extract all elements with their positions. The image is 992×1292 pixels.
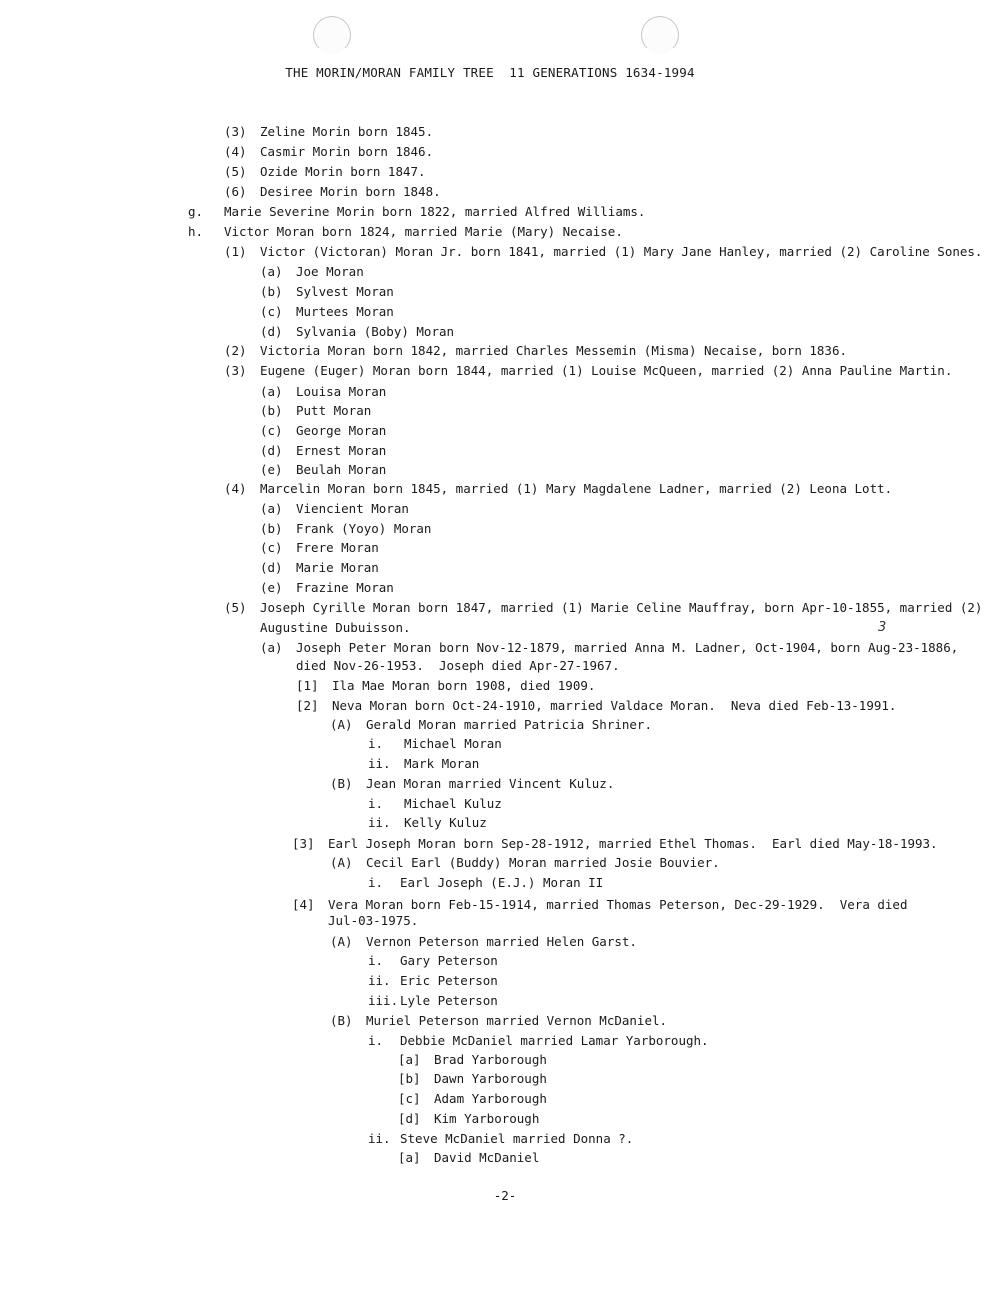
punch-hole-right — [641, 16, 679, 54]
entry-text: Lyle Peterson — [400, 993, 498, 1008]
entry-line — [260, 462, 386, 478]
entry-line — [330, 717, 652, 733]
entry-line — [368, 756, 479, 772]
entry-line — [260, 501, 409, 517]
entry-text: Augustine Dubuisson. — [260, 620, 411, 635]
entry-line — [296, 698, 896, 714]
entry-line — [224, 144, 433, 160]
entry-text: Marcelin Moran born 1845, married (1) Mary Magdalene Ladner, married (2) Leona Lott. — [260, 481, 893, 496]
entry-line — [260, 284, 394, 300]
entry-text: Ila Mae Moran born 1908, died 1909. — [332, 678, 596, 693]
entry-text: Michael Moran — [404, 736, 502, 751]
entry-text: Gary Peterson — [400, 953, 498, 968]
entry-label: i. — [368, 953, 384, 968]
entry-line — [260, 540, 379, 556]
entry-label: [c] — [398, 1091, 421, 1106]
entry-line — [330, 1013, 667, 1029]
entry-line — [224, 363, 952, 379]
entry-label: (4) — [224, 481, 247, 496]
entry-label: ii. — [368, 973, 391, 988]
entry-text: died Nov-26-1953. Joseph died Apr-27-1967. — [296, 658, 620, 673]
entry-text: Victor (Victoran) Moran Jr. born 1841, married (1) Mary Jane Hanley, married (2) Caroline Sones. — [260, 244, 983, 259]
entry-text: Kelly Kuluz — [404, 815, 487, 830]
entry-line — [368, 1131, 633, 1147]
entry-label: (b) — [260, 403, 283, 418]
entry-line — [224, 124, 433, 140]
entry-line — [224, 600, 982, 616]
entry-label: (6) — [224, 184, 247, 199]
entry-text: George Moran — [296, 423, 387, 438]
entry-label: (3) — [224, 363, 247, 378]
entry-label: (5) — [224, 600, 247, 615]
entry-label: [b] — [398, 1071, 421, 1086]
entry-text: Vernon Peterson married Helen Garst. — [366, 934, 637, 949]
entry-text: Frere Moran — [296, 540, 379, 555]
entry-line — [330, 776, 614, 792]
entry-text: Casmir Morin born 1846. — [260, 144, 434, 159]
entry-label: (c) — [260, 540, 283, 555]
entry-line — [368, 1033, 709, 1049]
entry-text: Dawn Yarborough — [434, 1071, 547, 1086]
entry-text: Frank (Yoyo) Moran — [296, 521, 432, 536]
entry-text: Viencient Moran — [296, 501, 409, 516]
entry-label: (e) — [260, 580, 283, 595]
entry-label: (d) — [260, 443, 283, 458]
page-title: THE MORIN/MORAN FAMILY TREE 11 GENERATIONS 1634-1994 — [285, 65, 695, 80]
entry-text: Louisa Moran — [296, 384, 387, 399]
entry-line — [260, 423, 386, 439]
entry-text: Vera Moran born Feb-15-1914, married Thomas Peterson, Dec-29-1929. Vera died — [328, 897, 908, 912]
entry-text: Steve McDaniel married Donna ?. — [400, 1131, 634, 1146]
entry-text: Marie Moran — [296, 560, 379, 575]
entry-label: [2] — [296, 698, 319, 713]
entry-text: Cecil Earl (Buddy) Moran married Josie Bouvier. — [366, 855, 720, 870]
entry-label: ii. — [368, 815, 391, 830]
entry-line — [368, 796, 502, 812]
entry-label: (3) — [224, 124, 247, 139]
entry-label: (b) — [260, 284, 283, 299]
entry-line — [368, 953, 498, 969]
entry-line — [188, 204, 645, 220]
entry-text: Victor Moran born 1824, married Marie (Mary) Necaise. — [224, 224, 623, 239]
entry-text: Jean Moran married Vincent Kuluz. — [366, 776, 615, 791]
entry-label: iii. — [368, 993, 399, 1008]
entry-text: Ernest Moran — [296, 443, 387, 458]
entry-line — [292, 897, 907, 913]
entry-line — [368, 973, 498, 989]
entry-label: [3] — [292, 836, 315, 851]
entry-label: (b) — [260, 521, 283, 536]
entry-line — [260, 384, 386, 400]
entry-text: Joseph Peter Moran born Nov-12-1879, married Anna M. Ladner, Oct-1904, born Aug-23-1886, — [296, 640, 959, 655]
entry-line — [292, 836, 938, 852]
entry-line — [368, 736, 502, 752]
entry-label: (c) — [260, 304, 283, 319]
entry-line — [260, 304, 394, 320]
entry-label: (4) — [224, 144, 247, 159]
entry-text: Sylvania (Boby) Moran — [296, 324, 455, 339]
entry-line — [296, 658, 620, 674]
entry-label: (c) — [260, 423, 283, 438]
entry-line — [398, 1052, 547, 1068]
entry-text: Brad Yarborough — [434, 1052, 547, 1067]
entry-label: (a) — [260, 384, 283, 399]
entry-text: Murtees Moran — [296, 304, 394, 319]
entry-line — [260, 620, 411, 636]
entry-label: (d) — [260, 324, 283, 339]
entry-label: h. — [188, 224, 204, 239]
entry-line — [296, 678, 595, 694]
entry-text: Kim Yarborough — [434, 1111, 540, 1126]
entry-line — [224, 184, 441, 200]
entry-line — [398, 1111, 539, 1127]
page-number: -2- — [493, 1188, 517, 1203]
entry-label: (A) — [330, 855, 353, 870]
entry-label: i. — [368, 875, 384, 890]
entry-line — [224, 481, 892, 497]
punch-hole-left — [313, 16, 351, 54]
entry-line — [260, 264, 364, 280]
entry-label: g. — [188, 204, 204, 219]
entry-text: Beulah Moran — [296, 462, 387, 477]
entry-label: [d] — [398, 1111, 421, 1126]
entry-label: ii. — [368, 1131, 391, 1146]
handwritten-correction: 3 — [878, 620, 887, 635]
entry-label: (B) — [330, 776, 353, 791]
entry-text: Frazine Moran — [296, 580, 394, 595]
entry-line — [368, 815, 487, 831]
entry-label: (1) — [224, 244, 247, 259]
entry-text: Gerald Moran married Patricia Shriner. — [366, 717, 652, 732]
entry-text: Ozide Morin born 1847. — [260, 164, 426, 179]
entry-label: (5) — [224, 164, 247, 179]
entry-line — [224, 244, 982, 260]
entry-text: Neva Moran born Oct-24-1910, married Valdace Moran. Neva died Feb-13-1991. — [332, 698, 897, 713]
entry-text: Putt Moran — [296, 403, 372, 418]
entry-label: ii. — [368, 756, 391, 771]
entry-label: [4] — [292, 897, 315, 912]
entry-line — [260, 560, 379, 576]
entry-text: Zeline Morin born 1845. — [260, 124, 434, 139]
entry-label: (A) — [330, 717, 353, 732]
entry-line — [330, 855, 720, 871]
entry-line — [260, 640, 958, 656]
entry-text: Eric Peterson — [400, 973, 498, 988]
entry-line — [260, 403, 371, 419]
entry-text: Michael Kuluz — [404, 796, 502, 811]
entry-label: i. — [368, 736, 384, 751]
entry-text: Marie Severine Morin born 1822, married Alfred Williams. — [224, 204, 646, 219]
entry-label: (a) — [260, 501, 283, 516]
entry-line — [398, 1071, 547, 1087]
entry-label: [a] — [398, 1052, 421, 1067]
entry-label: (a) — [260, 640, 283, 655]
entry-line — [368, 875, 603, 891]
entry-line — [330, 934, 637, 950]
entry-text: Adam Yarborough — [434, 1091, 547, 1106]
entry-label: (e) — [260, 462, 283, 477]
entry-label: i. — [368, 796, 384, 811]
entry-label: (2) — [224, 343, 247, 358]
entry-line — [328, 913, 418, 929]
entry-line — [188, 224, 623, 240]
entry-text: David McDaniel — [434, 1150, 540, 1165]
entry-line — [224, 343, 847, 359]
entry-line — [398, 1150, 539, 1166]
entry-label: (d) — [260, 560, 283, 575]
entry-text: Eugene (Euger) Moran born 1844, married (1) Louise McQueen, married (2) Anna Pauline Martin. — [260, 363, 953, 378]
entry-text: Victoria Moran born 1842, married Charles Messemin (Misma) Necaise, born 1836. — [260, 343, 847, 358]
entry-line — [260, 521, 431, 537]
entry-text: Joe Moran — [296, 264, 364, 279]
entry-label: (a) — [260, 264, 283, 279]
entry-line — [224, 164, 426, 180]
entry-label: [1] — [296, 678, 319, 693]
entry-line — [398, 1091, 547, 1107]
entry-label: (B) — [330, 1013, 353, 1028]
entry-text: Joseph Cyrille Moran born 1847, married (1) Marie Celine Mauffray, born Apr-10-1855, married (2) — [260, 600, 983, 615]
entry-label: [a] — [398, 1150, 421, 1165]
entry-label: i. — [368, 1033, 384, 1048]
entry-line — [368, 993, 498, 1009]
entry-text: Debbie McDaniel married Lamar Yarborough. — [400, 1033, 709, 1048]
entry-text: Desiree Morin born 1848. — [260, 184, 441, 199]
entry-line — [260, 443, 386, 459]
entry-line — [260, 324, 454, 340]
entry-text: Earl Joseph (E.J.) Moran II — [400, 875, 604, 890]
entry-text: Mark Moran — [404, 756, 480, 771]
entry-line — [260, 580, 394, 596]
entry-text: Sylvest Moran — [296, 284, 394, 299]
entry-text: Earl Joseph Moran born Sep-28-1912, married Ethel Thomas. Earl died May-18-1993. — [328, 836, 938, 851]
entry-text: Muriel Peterson married Vernon McDaniel. — [366, 1013, 668, 1028]
entry-text: Jul-03-1975. — [328, 913, 419, 928]
entry-label: (A) — [330, 934, 353, 949]
